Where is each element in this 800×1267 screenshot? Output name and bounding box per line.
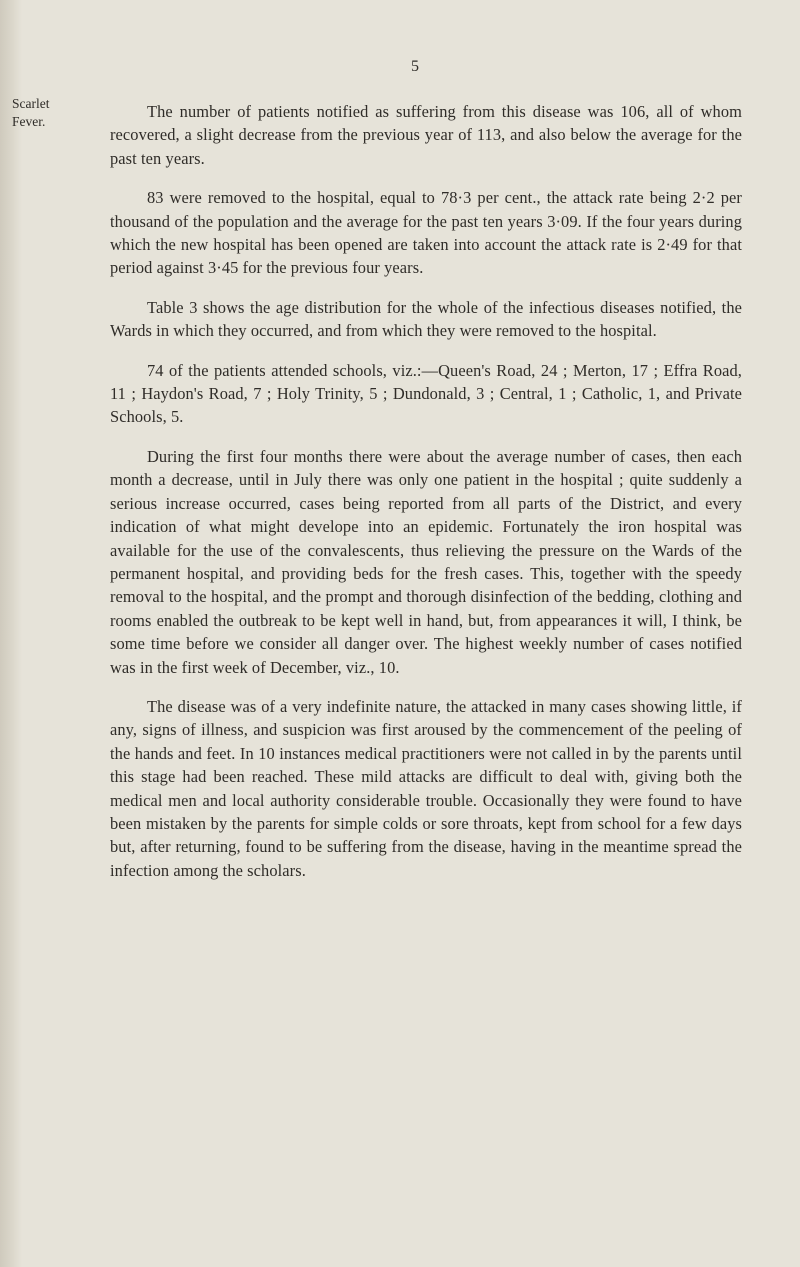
paragraph-monthly-course: During the first four months there were about the average number of cases, then each month a decrease, until in July there was only one patient in the hospital ; quite suddenly a serious increase occurred, cases being reported from all parts of the District, and every indication of what might develope into an epidemic. Fortunately the iron hospital was available for the use of the convalescents, thus relieving the pressure on the Wards of the permanent hospital, and providing beds for the fresh cases. This, together with the speedy removal to the hospital, and the prompt and thorough disinfection of the bedding, clothing and rooms enabled the outbreak to be kept well in hand, but, from appearances it will, I think, be some time before we consider all danger over. The highest weekly number of cases notified was in the first week of December, viz., 10.	[110, 446, 742, 677]
paragraph-table-reference: Table 3 shows the age distribution for the whole of the infectious diseases notified, the Wards in which they occurred, and from which they were removed to the hospital.	[110, 297, 742, 341]
page-number: 5	[411, 58, 419, 75]
page-binding-edge	[0, 0, 22, 1267]
body-text	[110, 100, 742, 898]
margin-heading-line-2: Fever.	[12, 114, 46, 129]
paragraph-hospital-removals: 83 were removed to the hospital, equal to 78·3 per cent., the attack rate being 2·2 per thousand of the population and the average for the past ten years 3·09. If the four years during which the new hospital has been opened are taken into account the attack rate is 2·49 for that period against 3·45 for the previous four years.	[110, 188, 742, 278]
margin-heading	[12, 95, 78, 131]
paragraph-notifications: The number of patients notified as suffering from this disease was 106, all of whom recovered, a slight decrease from the previous year of 113, and also below the average for the past ten years.	[110, 102, 742, 168]
paragraph-disease-nature: The disease was of a very indefinite nature, the attacked in many cases showing little, if any, signs of illness, and suspicion was first aroused by the commencement of the peeling of the hands and feet. In 10 instances medical practitioners were not called in by the parents until this stage had been reached. These mild attacks are difficult to deal with, giving both the medical men and local authority considerable trouble. Occasionally they were found to have been mistaken by the parents for simple colds or sore throats, kept from school for a few days but, after returning, found to be suffering from the disease, having in the meantime spread the infection among the scholars.	[110, 696, 742, 880]
paragraph-schools: 74 of the patients attended schools, viz.:—Queen's Road, 24 ; Merton, 17 ; Effra Road, 11 ; Haydon's Road, 7 ; Holy Trinity, 5 ; Dundonald, 3 ; Central, 1 ; Catholic, 1, and Private Schools, 5.	[110, 360, 742, 427]
margin-heading-line-1: Scarlet	[12, 96, 50, 111]
